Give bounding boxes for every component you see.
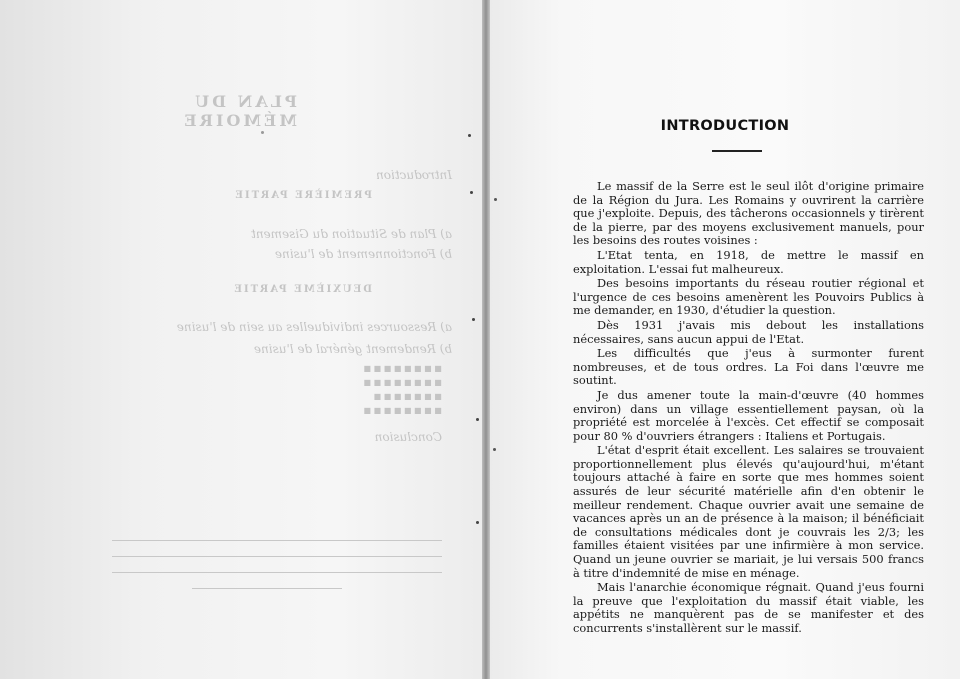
show-through-rule — [112, 556, 442, 557]
show-through-line: DEUXIÈME PARTIE — [232, 284, 372, 295]
show-through-line: a) Ressources individuelles au sein de l'usine — [176, 320, 452, 334]
page-title: INTRODUCTION — [660, 118, 790, 134]
show-through-line: PREMIÈRE PARTIE — [233, 190, 372, 201]
right-page — [490, 0, 960, 679]
paragraph: Mais l'anarchie économique régnait. Quand j'eus fourni la preuve que l'exploitation du massif était viable, les appétits ne manquèrent pas de se manifester et des concurrents s'installèrent sur le massif. — [573, 580, 924, 635]
body-text — [573, 180, 924, 636]
show-through-title: PLAN DU MÉMOIRE — [181, 92, 297, 130]
paragraph: Des besoins importants du réseau routier régional et l'urgence de ces besoins amenèrent les Pouvoirs Publics à me demander, en 1930, d'étudier la question. — [573, 276, 924, 318]
paragraph: Le massif de la Serre est le seul ilôt d'origine primaire de la Région du Jura. Les Romains y ouvrirent la carrière que j'exploite. Depuis, des tâcherons occasionnels y tirèrent de la pierre, par des moyens exclusivement manuels, pour les besoins des routes voisines : — [573, 179, 924, 248]
show-through-line: Conclusion — [374, 430, 442, 444]
show-through-rule — [192, 588, 342, 589]
paragraph: L'Etat tenta, en 1918, de mettre le massif en exploitation. L'essai fut malheureux. — [573, 247, 924, 276]
paragraph: Dès 1931 j'avais mis debout les installations nécessaires, sans aucun appui de l'Etat. — [573, 317, 924, 346]
ornament-dot — [261, 131, 264, 134]
show-through-line: a) Plan de Situation du Gisement — [251, 227, 452, 241]
show-through-line: Introduction — [376, 168, 452, 182]
paragraph: Je dus amener toute la main-d'œuvre (40 hommes environ) dans un village essentiellement paysan, où la propriété est morcelée à l'excès. Cet effectif se composait pour 80 % d'ouvriers étrangers : Italiens et Portugais. — [573, 387, 924, 443]
paragraph: Les difficultés que j'eus à surmonter furent nombreuses, et de tous ordres. La Foi dans l'œuvre me soutint. — [573, 346, 924, 388]
show-through-line: b) Rendement général de l'usine — [253, 342, 452, 356]
show-through-rule — [112, 540, 442, 541]
show-through-line: b) Fonctionnement de l'usine — [274, 247, 452, 261]
title-rule — [712, 150, 762, 152]
paragraph: L'état d'esprit était excellent. Les salaires se trouvaient proportionnellement plus élevés qu'aujourd'hui, m'étant toujours attaché à faire en sorte que mes hommes soient assurés de leur sécurité matérielle afin d'en obtenir le meilleur rendement. Chaque ouvrier avait une semaine de vacances après un an de présence à la maison; il bénéficiait de consultations médicales dont je couvrais les 2/3; les familles étaient visitées par une infirmière à mon service. Quand un jeune ouvrier se mariait, je lui versais 500 francs à titre d'indemnité de mise en ménage. — [573, 443, 924, 580]
book-gutter — [482, 0, 490, 679]
show-through-rule — [112, 572, 442, 573]
show-through-text: PLAN DU MÉMOIRE Introduction PREMIÈRE PARTIE a) Plan de Situation du Gisement b) Fonctionnement de l'usine DEUXIÈME PARTIE a) Ressources individuelles au sein de l'usine b) Rendement général de l'usine ■ ■ ■ ■ ■ ■ ■ ■ ■ ■ ■ ■ ■ ■ ■ ■ ■ ■ ■ ■ ■ ■ ■ ■ ■ ■ ■ ■ ■ ■ ■ Conclusion — [0, 0, 482, 679]
